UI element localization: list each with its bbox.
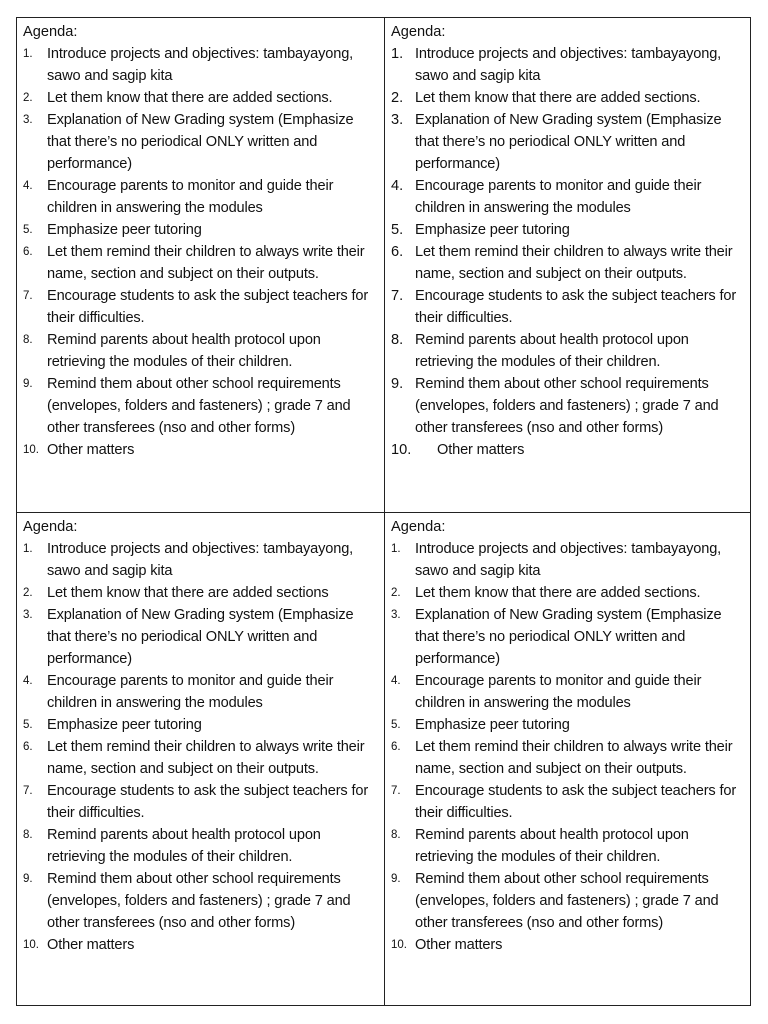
item-text: Other matters xyxy=(437,442,525,458)
agenda-item xyxy=(391,582,746,604)
item-text: Introduce projects and objectives: tambayayong, sawo and sagip kita xyxy=(47,46,354,84)
item-text: Introduce projects and objectives: tambayayong, sawo and sagip kita xyxy=(415,46,722,84)
item-number: 2. xyxy=(23,587,33,599)
item-text: Let them know that there are added sections. xyxy=(415,90,701,106)
item-number: 9. xyxy=(391,376,404,392)
item-number: 10. xyxy=(391,939,407,951)
agenda-item xyxy=(391,780,746,824)
item-number: 4. xyxy=(391,178,404,194)
agenda-item xyxy=(23,175,380,219)
item-number: 6. xyxy=(391,244,404,260)
item-text: Let them remind their children to always write their name, section and subject on their outputs. xyxy=(415,244,733,282)
item-number: 3. xyxy=(23,114,33,126)
agenda-card-bottom-right xyxy=(384,512,750,1005)
item-text: Explanation of New Grading system (Emphasize that there’s no periodical ONLY written and performance) xyxy=(47,112,354,172)
item-number: 8. xyxy=(391,829,401,841)
item-text: Emphasize peer tutoring xyxy=(47,717,202,733)
item-text: Encourage students to ask the subject teachers for their difficulties. xyxy=(415,288,737,326)
item-text: Other matters xyxy=(47,442,135,458)
agenda-item xyxy=(391,604,746,670)
agenda-item xyxy=(391,868,746,934)
agenda-item xyxy=(23,582,380,604)
item-number: 9. xyxy=(23,378,33,390)
agenda-item xyxy=(23,934,380,956)
item-text: Emphasize peer tutoring xyxy=(47,222,202,238)
agenda-heading: Agenda: xyxy=(391,519,446,535)
agenda-item xyxy=(23,868,380,934)
item-number: 7. xyxy=(23,290,33,302)
agenda-list xyxy=(391,538,746,956)
item-number: 5. xyxy=(391,719,401,731)
item-number: 9. xyxy=(391,873,401,885)
item-number: 3. xyxy=(23,609,33,621)
agenda-heading: Agenda: xyxy=(23,519,78,535)
agenda-table xyxy=(16,17,751,1006)
item-number: 3. xyxy=(391,609,401,621)
item-text: Introduce projects and objectives: tambayayong, sawo and sagip kita xyxy=(47,541,354,579)
item-number: 1. xyxy=(23,48,33,60)
agenda-item xyxy=(391,329,746,373)
item-number: 6. xyxy=(23,741,33,753)
item-text: Emphasize peer tutoring xyxy=(415,717,570,733)
item-text: Other matters xyxy=(415,937,503,953)
item-text: Remind them about other school requirements (envelopes, folders and fasteners) ; grade 7 and other transferees (nso and other forms) xyxy=(47,871,351,931)
agenda-card-top-right xyxy=(384,18,750,512)
item-text: Explanation of New Grading system (Emphasize that there’s no periodical ONLY written and performance) xyxy=(415,607,722,667)
item-number: 5. xyxy=(391,222,404,238)
item-number: 3. xyxy=(391,112,404,128)
item-text: Other matters xyxy=(47,937,135,953)
item-number: 6. xyxy=(23,246,33,258)
agenda-item xyxy=(23,439,380,461)
agenda-item xyxy=(391,43,746,87)
agenda-item xyxy=(391,538,746,582)
item-number: 5. xyxy=(23,719,33,731)
item-text: Introduce projects and objectives: tambayayong, sawo and sagip kita xyxy=(415,541,722,579)
agenda-item xyxy=(23,604,380,670)
agenda-item xyxy=(391,109,746,175)
agenda-item xyxy=(391,241,746,285)
item-text: Remind them about other school requirements (envelopes, folders and fasteners) ; grade 7 and other transferees (nso and other forms) xyxy=(415,871,719,931)
agenda-item xyxy=(391,175,746,219)
agenda-item xyxy=(23,670,380,714)
item-text: Let them know that there are added sections. xyxy=(47,90,333,106)
item-text: Encourage students to ask the subject teachers for their difficulties. xyxy=(47,783,369,821)
agenda-card-bottom-left xyxy=(17,512,384,1005)
agenda-item xyxy=(391,824,746,868)
agenda-item xyxy=(23,780,380,824)
agenda-item xyxy=(391,87,746,109)
item-text: Encourage parents to monitor and guide their children in answering the modules xyxy=(415,673,702,711)
item-number: 9. xyxy=(23,873,33,885)
item-number: 10. xyxy=(23,444,39,456)
item-text: Remind parents about health protocol upon retrieving the modules of their children. xyxy=(415,827,689,865)
agenda-item xyxy=(23,714,380,736)
item-text: Explanation of New Grading system (Emphasize that there’s no periodical ONLY written and performance) xyxy=(415,112,722,172)
item-number: 8. xyxy=(391,332,404,348)
item-number: 8. xyxy=(23,334,33,346)
agenda-item xyxy=(23,736,380,780)
agenda-item xyxy=(391,934,746,956)
item-number: 2. xyxy=(391,587,401,599)
agenda-item xyxy=(391,736,746,780)
item-text: Let them know that there are added sections xyxy=(47,585,329,601)
item-number: 1. xyxy=(391,46,404,62)
agenda-item xyxy=(391,285,746,329)
agenda-list xyxy=(23,43,380,461)
agenda-item xyxy=(23,109,380,175)
item-number: 7. xyxy=(23,785,33,797)
item-text: Encourage students to ask the subject teachers for their difficulties. xyxy=(415,783,737,821)
item-text: Emphasize peer tutoring xyxy=(415,222,570,238)
item-text: Encourage parents to monitor and guide their children in answering the modules xyxy=(415,178,702,216)
item-text: Remind them about other school requirements (envelopes, folders and fasteners) ; grade 7 and other transferees (nso and other forms) xyxy=(47,376,351,436)
item-number: 4. xyxy=(23,180,33,192)
item-number: 4. xyxy=(23,675,33,687)
item-text: Remind parents about health protocol upon retrieving the modules of their children. xyxy=(47,827,321,865)
item-number: 4. xyxy=(391,675,401,687)
item-number: 6. xyxy=(391,741,401,753)
item-number: 1. xyxy=(23,543,33,555)
item-text: Remind them about other school requirements (envelopes, folders and fasteners) ; grade 7 and other transferees (nso and other forms) xyxy=(415,376,719,436)
item-number: 1. xyxy=(391,543,401,555)
agenda-item xyxy=(391,373,746,439)
item-text: Explanation of New Grading system (Emphasize that there’s no periodical ONLY written and performance) xyxy=(47,607,354,667)
agenda-item xyxy=(23,43,380,87)
item-text: Let them remind their children to always write their name, section and subject on their outputs. xyxy=(47,739,365,777)
item-text: Let them know that there are added sections. xyxy=(415,585,701,601)
item-text: Encourage students to ask the subject teachers for their difficulties. xyxy=(47,288,369,326)
agenda-item xyxy=(391,219,746,241)
item-number: 10. xyxy=(23,939,39,951)
agenda-item xyxy=(23,824,380,868)
item-number: 8. xyxy=(23,829,33,841)
agenda-item xyxy=(391,439,746,461)
agenda-item xyxy=(23,241,380,285)
agenda-list xyxy=(23,538,380,956)
agenda-item xyxy=(23,285,380,329)
item-text: Encourage parents to monitor and guide their children in answering the modules xyxy=(47,673,334,711)
agenda-item xyxy=(391,670,746,714)
item-text: Let them remind their children to always write their name, section and subject on their outputs. xyxy=(415,739,733,777)
item-number: 2. xyxy=(23,92,33,104)
agenda-list xyxy=(391,43,746,461)
item-text: Remind parents about health protocol upon retrieving the modules of their children. xyxy=(415,332,689,370)
item-text: Remind parents about health protocol upon retrieving the modules of their children. xyxy=(47,332,321,370)
agenda-item xyxy=(23,329,380,373)
item-number: 7. xyxy=(391,288,404,304)
item-text: Encourage parents to monitor and guide their children in answering the modules xyxy=(47,178,334,216)
item-number: 7. xyxy=(391,785,401,797)
item-number: 5. xyxy=(23,224,33,236)
item-number: 2. xyxy=(391,90,404,106)
item-text: Let them remind their children to always write their name, section and subject on their outputs. xyxy=(47,244,365,282)
agenda-item xyxy=(23,87,380,109)
agenda-item xyxy=(23,219,380,241)
agenda-item xyxy=(391,714,746,736)
agenda-heading: Agenda: xyxy=(23,24,78,40)
item-number: 10. xyxy=(391,442,412,458)
agenda-item xyxy=(23,373,380,439)
agenda-card-top-left xyxy=(17,18,384,512)
agenda-heading: Agenda: xyxy=(391,24,446,40)
agenda-item xyxy=(23,538,380,582)
